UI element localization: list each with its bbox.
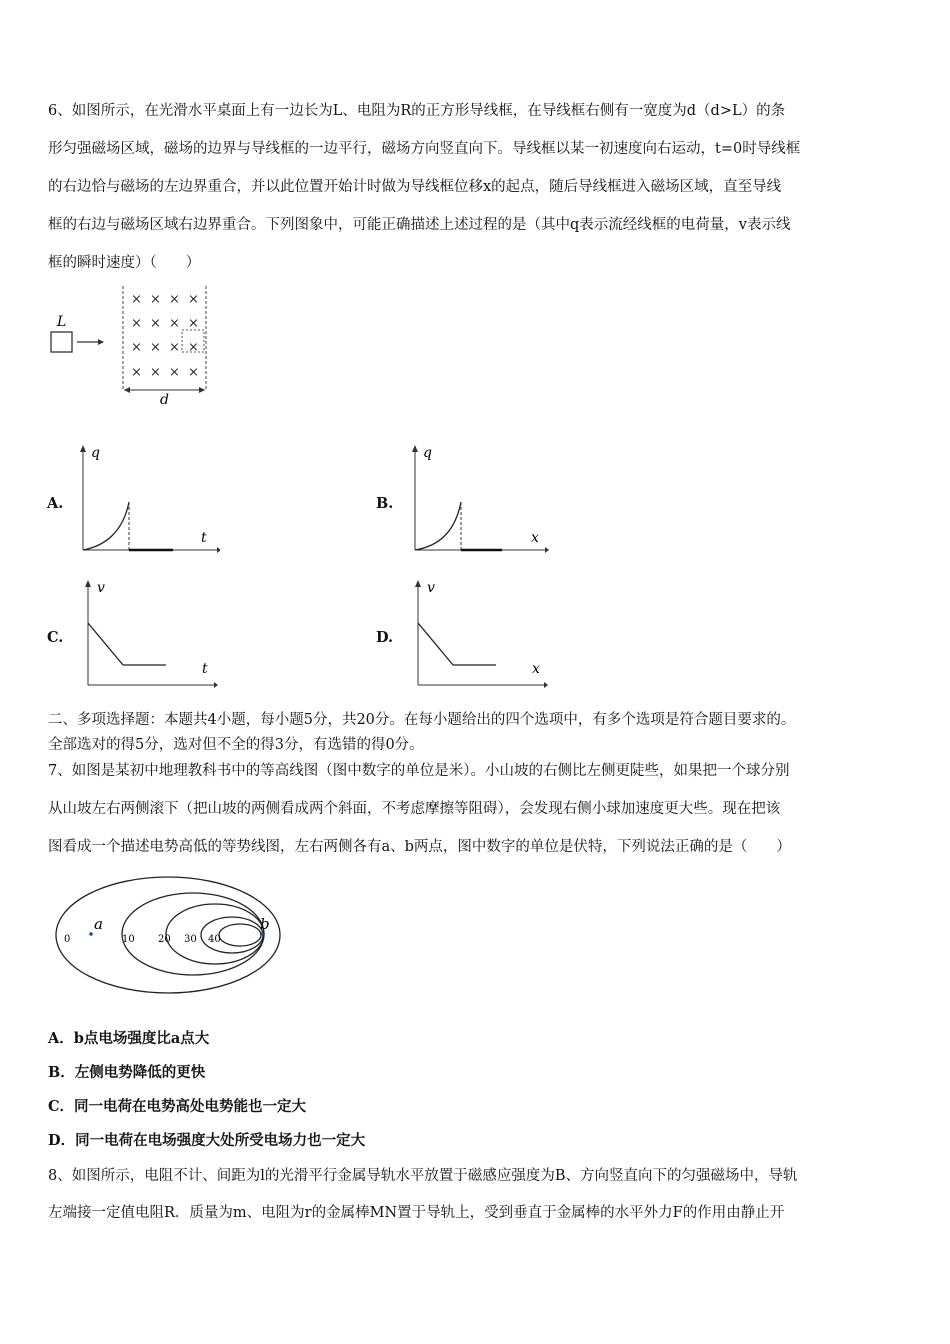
- option-b-label[interactable]: B.: [376, 495, 394, 512]
- q6-line-5: 框的瞬时速度）（ ）: [48, 255, 201, 271]
- q6-line-2: 形匀强磁场区域，磁场的边界与导线框的一边平行，磁场方向竖直向下。导线框以某一初速度向右运动，t=0时导线框: [48, 141, 801, 157]
- q6-field-figure: [40, 282, 230, 412]
- option-a-graph[interactable]: [75, 440, 220, 560]
- q7-line-2: 从山坡左右两侧滚下（把山坡的两侧看成两个斜面，不考虑摩擦等阻碍），会发现右侧小球加速度更大些。现在把该: [48, 801, 781, 817]
- svg-text:t: t: [202, 661, 208, 677]
- velocity-arrowhead: [98, 339, 104, 345]
- svg-text:x: x: [531, 530, 539, 546]
- q7-option-c[interactable]: C．同一电荷在电势高处电势能也一定大: [48, 1098, 307, 1115]
- svg-text:t: t: [201, 530, 207, 546]
- q6-line-4: 框的右边与磁场区域右边界重合。下列图象中，可能正确描述上述过程的是（其中q表示流经线框的电荷量，v表示线: [48, 217, 791, 233]
- frame-label: L: [57, 314, 67, 330]
- point-b-label: b: [260, 915, 270, 933]
- q7-line-1: 7、如图是某初中地理教科书中的等高线图（图中数字的单位是米）。小山坡的右侧比左侧更陡些，如果把一个球分别: [48, 763, 790, 779]
- svg-text:×: ×: [169, 365, 180, 380]
- option-a-label[interactable]: A.: [47, 495, 64, 512]
- svg-text:×: ×: [169, 316, 180, 331]
- section2-line-2: 全部选对的得5分，选对但不全的得3分，有选错的得0分。: [48, 737, 424, 753]
- q8-line-1: 8、如图所示，电阻不计、间距为l的光滑平行金属导轨水平放置于磁感应强度为B、方向竖直向下的匀强磁场中，导轨: [48, 1168, 798, 1184]
- svg-text:×: ×: [150, 292, 161, 307]
- svg-text:v: v: [427, 580, 435, 596]
- svg-text:×: ×: [188, 340, 199, 355]
- option-d-graph[interactable]: [410, 575, 550, 695]
- level-40: 40: [208, 934, 221, 945]
- svg-text:×: ×: [150, 365, 161, 380]
- svg-text:q: q: [423, 445, 432, 461]
- contour-40: [219, 924, 261, 946]
- width-arrow-right: [199, 387, 205, 393]
- field-crosses: [131, 292, 199, 380]
- svg-text:×: ×: [131, 365, 142, 380]
- svg-text:×: ×: [188, 365, 199, 380]
- q7-contour-figure: [50, 872, 290, 1012]
- level-0: 0: [64, 934, 71, 945]
- square-frame: [51, 332, 72, 352]
- q7-option-b[interactable]: B．左侧电势降低的更快: [48, 1064, 206, 1081]
- q6-line-1: 6、如图所示，在光滑水平桌面上有一边长为L、电阻为R的正方形导线框，在导线框右侧有一宽度为d（d>L）的条: [48, 103, 786, 119]
- svg-text:q: q: [91, 445, 100, 461]
- svg-text:×: ×: [169, 340, 180, 355]
- svg-text:×: ×: [169, 292, 180, 307]
- level-20: 20: [158, 934, 171, 945]
- svg-text:x: x: [532, 661, 540, 677]
- point-a-dot: [89, 932, 93, 936]
- svg-text:×: ×: [188, 292, 199, 307]
- svg-text:×: ×: [150, 340, 161, 355]
- level-30: 30: [184, 934, 197, 945]
- svg-text:×: ×: [150, 316, 161, 331]
- svg-text:×: ×: [131, 292, 142, 307]
- option-d-label[interactable]: D.: [376, 629, 394, 646]
- svg-text:×: ×: [188, 316, 199, 331]
- svg-text:v: v: [97, 580, 105, 596]
- section2-line-1: 二、多项选择题：本题共4小题，每小题5分，共20分。在每小题给出的四个选项中，有多个选项是符合题目要求的。: [48, 712, 796, 728]
- option-c-label[interactable]: C.: [47, 629, 64, 646]
- q6-line-3: 的右边恰与磁场的左边界重合，并以此位置开始计时做为导线框位移x的起点，随后导线框进入磁场区域，直至导线: [48, 179, 782, 195]
- level-10: 10: [122, 934, 135, 945]
- svg-text:×: ×: [131, 316, 142, 331]
- q8-line-2: 左端接一定值电阻R．质量为m、电阻为r的金属棒MN置于导轨上，受到垂直于金属棒的水平外力F的作用由静止开: [48, 1205, 785, 1221]
- point-a-label: a: [94, 915, 103, 933]
- option-c-graph[interactable]: [80, 575, 220, 695]
- q7-line-3: 图看成一个描述电势高低的等势线图，左右两侧各有a、b两点，图中数字的单位是伏特，下列说法正确的是（ ）: [48, 839, 791, 855]
- width-label: d: [160, 392, 169, 408]
- q7-option-a[interactable]: A．b点电场强度比a点大: [48, 1030, 210, 1047]
- option-b-graph[interactable]: [407, 440, 552, 560]
- width-arrow-left: [124, 387, 130, 393]
- svg-text:×: ×: [131, 340, 142, 355]
- q7-option-d[interactable]: D．同一电荷在电场强度大处所受电场力也一定大: [48, 1132, 366, 1149]
